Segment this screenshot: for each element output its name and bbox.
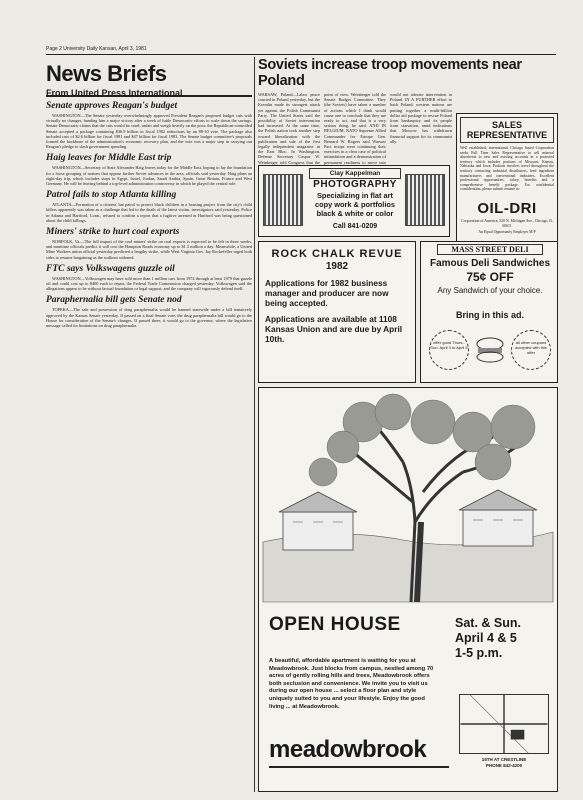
briefs-masthead bbox=[46, 57, 252, 97]
sales-title-line1: SALES bbox=[491, 120, 522, 130]
revue-title: ROCK CHALK REVUE bbox=[271, 248, 403, 260]
film-strip-icon bbox=[263, 174, 303, 226]
story-column: would not tolerate intervention in Poland. IN A FURTHER effort to back Poland, western nations are putting together a multi-billion dollar aid package to rescue Poland from bankruptcy and its people from starvation, amid indications that Moscow has withdrawn financial support for its communist ally. bbox=[390, 92, 452, 144]
tree-landscape-illustration bbox=[263, 392, 553, 602]
sandwich-icon bbox=[475, 332, 505, 372]
story-headline: Miners' strike to hurt coal exports bbox=[46, 227, 180, 238]
sales-ad-title bbox=[460, 117, 554, 143]
rock-chalk-revue-ad bbox=[258, 241, 416, 383]
open-house-title: OPEN HOUSE bbox=[269, 614, 401, 635]
service-line: Specializing in flat art bbox=[317, 191, 393, 200]
oildri-logo: OIL-DRI bbox=[477, 199, 537, 217]
service-line: black & white or color bbox=[316, 209, 394, 218]
story-headline: Paraphernalia bill gets Senate nod bbox=[46, 295, 182, 306]
story-body: NORFOLK, Va.—The full impact of the coal miners' strike on coal exports is expected to be felt in three weeks, and maritime officials predict it will cost the Hampton Roads economy up to $1.3 million a day. Meanwhile, a United Mine Workers union official yesterday predicted a lengthy strike, while West Virginia Gov. Jay Rockefeller urged both sides to resume bargaining as the walkout widened. bbox=[46, 239, 252, 260]
brief-story bbox=[46, 227, 252, 260]
sales-ad-body: Well established, international Chicago based Corporation seeks Full Time Sales Representative to sell mineral absorbents to new and existing accounts in a protected territory which includes portions of Missouri, Kansas, Nebraska and Iowa. Position involves travel throughout the territory contacting industrial distributors, feed ingredient manufacturers and conventional industries. Excellent professional opportunities, salary, benefits and a comprehensive benefit package. For confidential consideration, please submit resume to: bbox=[460, 146, 554, 192]
deli-tagline: Famous Deli Sandwiches bbox=[429, 258, 551, 269]
deli-coupon-ad bbox=[420, 241, 558, 383]
date-line: Sat. & Sun. bbox=[455, 616, 521, 630]
story-headline: Haig leaves for Middle East trip bbox=[46, 153, 172, 164]
briefs-title: News Briefs bbox=[46, 61, 167, 86]
story-body: WASHINGTON—Volkswagen may have sold more than 1 million cars from 1974 through at least 1979 that guzzle oil and could cost up to $400 each to repair, the Federal Trade Commission charged yesterday. Volkswagen said the allegations appear to be without factual foundation or legal support, and the company will vigorously defend itself. bbox=[46, 275, 252, 292]
open-house-dates bbox=[455, 616, 521, 661]
column-divider bbox=[254, 57, 255, 792]
deli-offer: Any Sandwich of your choice. bbox=[437, 286, 543, 295]
brief-story bbox=[46, 264, 252, 292]
phone-line: PHONE 842-4200 bbox=[485, 763, 523, 768]
news-briefs-column bbox=[46, 57, 252, 792]
revue-announcement: Applications for 1982 business manager and producer are now being accepted. bbox=[265, 278, 389, 308]
revue-instructions: Applications are available at 1108 Kansas Union and are due by April 10th. bbox=[265, 314, 403, 344]
brief-story bbox=[46, 295, 252, 328]
right-area bbox=[258, 57, 558, 792]
film-strip-icon bbox=[405, 174, 445, 226]
story-body: WASHINGTON—The Senate yesterday overwhelmingly approved President Reagan's proposed budget cuts with virtually no changes, handing him a major victory after a week of futile Democratic efforts to scale down the savings. Senate Democratic claims that the cuts would be cruel, unfair and weigh heavily on the poor, the Republican-controlled Senate accepted a package containing $36.9 billion in fiscal 1982 reductions by an 88-10 vote. The package also included cuts of $2.6 billion for fiscal 1981 and $47 billion for fiscal 1983. The Senate budget committee's proposals formed the backbone of the administration's economic recovery plan, and the vote was a major step in carrying out Reagan's pledge to slash government spending. bbox=[46, 113, 252, 150]
location-map-icon bbox=[459, 694, 549, 754]
phone-number: Call 841-0209 bbox=[332, 223, 378, 230]
story-body: ATLANTA—Formation of a citizens' bat patrol to protect black children in a housing project from the city's child killers apparently was taken as a challenge that led to the death of the latest victim, investigators said yesterday. Police in Atlanta and Hartford, Conn., refused to confirm a report that a fugitive arrested in Hartford was being questioned about the child killings. bbox=[46, 202, 252, 223]
story-body: WASHINGTON—Secretary of State Alexander Haig leaves today for the Middle East, hoping to lay the foundation for a loose grouping of nations that oppose further Soviet advances in the area, officials said yesterday. Haig plans an eight-day trip, which includes stops in Egypt, Israel, Jordan, Saudi Arabia, Spain, Great Britain, France and West Germany. He will be leaving behind a top-level administration controversy in which he played the central role. bbox=[46, 165, 252, 187]
brief-story bbox=[46, 101, 252, 149]
photography-ad bbox=[258, 165, 450, 237]
story-headline: FTC says Volkswagens guzzle oil bbox=[46, 263, 175, 274]
page-folio: Page 2 University Daily Kansan, April 3, 1981 bbox=[46, 46, 147, 52]
deli-name: MASS STREET DELI bbox=[437, 244, 543, 255]
meadowbrook-open-house-ad bbox=[258, 387, 558, 792]
revue-year: 1982 bbox=[325, 261, 349, 272]
story-column: point of view, Weinberger told the Senate Budget Committee. They (the Soviets) have taken a number of actions which I think would cause one to conclude that they are ready to act, and that is a very serious thing, he said. AND IN BELGIUM, NATO Supreme Allied Commander for Europe Gen. Bernard W. Rogers said Warsaw Pact troops were continuing their exercises in a clear case of political intimidation and a demonstration of permanent readiness to move into bbox=[324, 92, 386, 165]
sales-rep-ad bbox=[456, 113, 558, 243]
story-body: TOPEKA—The sale and possession of drug paraphernalia would be banned statewide under a bill tentatively approved by the Kansas Senate yesterday. If passed on a final Senate vote, the drug paraphernalia bill would go to the House for consideration of the Senate's changes. If passed there, it would go to the governor, where the legislative message called for limitations on drug paraphernalia. bbox=[46, 307, 252, 329]
top-rule bbox=[46, 54, 556, 55]
logo-underline bbox=[269, 766, 449, 768]
offer-dates-badge: offer good Thurs.-Sun. April 3 to April 5 bbox=[429, 330, 469, 370]
address-line: 15TH AT CRESTLINE bbox=[481, 757, 527, 762]
open-house-body: A beautiful, affordable apartment is waiting for you at Meadowbrook. Just blocks from campus, nestled among 70 acres of gently rolling hills and trees, Meadowbrook offers both seclusion and convenience. We invite you to visit us during our open house ... select a floor plan and style uniquely suited to you and your lifestyle. Enjoy the good living ... at Meadowbrook. bbox=[269, 658, 434, 710]
deli-discount: 75¢ OFF bbox=[466, 270, 514, 284]
date-line: 1-5 p.m. bbox=[455, 646, 503, 660]
coupon-policy-badge: all other coupons accepted with this offer bbox=[511, 330, 551, 370]
story-headline: Senate approves Reagan's budget bbox=[46, 101, 178, 111]
brief-story bbox=[46, 153, 252, 186]
main-headline: Soviets increase troop movements near Poland bbox=[258, 57, 522, 89]
story-headline: Patrol fails to stop Atlanta killing bbox=[46, 190, 177, 201]
service-details bbox=[307, 191, 403, 218]
deli-instructions: Bring in this ad. bbox=[455, 310, 524, 320]
briefs-subtitle: From United Press International bbox=[46, 88, 183, 98]
sales-title-line2: REPRESENTATIVE bbox=[466, 130, 548, 140]
oildri-address: Corporation of America, 520 N. Michigan Ave., Chicago, IL 60611 bbox=[461, 218, 553, 228]
oildri-eeo: An Equal Opportunity Employer M/F bbox=[478, 230, 536, 235]
meadowbrook-logo: meadowbrook bbox=[269, 736, 427, 763]
meadowbrook-address bbox=[459, 757, 549, 769]
photographer-name: Clay Kappelman bbox=[309, 168, 401, 179]
brief-story bbox=[46, 190, 252, 223]
date-line: April 4 & 5 bbox=[455, 631, 517, 645]
story-column: WARSAW, Poland—Labor peace courted in Poland yesterday, but the Kremlin made its strongest attack yet against the Polish Communist Party. The United States said the possibility of Soviet intervention had increased. At the same time, the Polish nation took another step toward liberalization with the publication and sale of the first legally independent magazine in the East Bloc. In Washington, Defense Secretary Caspar W. Weinberger told Congress that the bbox=[258, 92, 320, 165]
service-line: copy work & portfolios bbox=[314, 200, 396, 209]
service-title: PHOTOGRAPHY bbox=[313, 179, 397, 190]
